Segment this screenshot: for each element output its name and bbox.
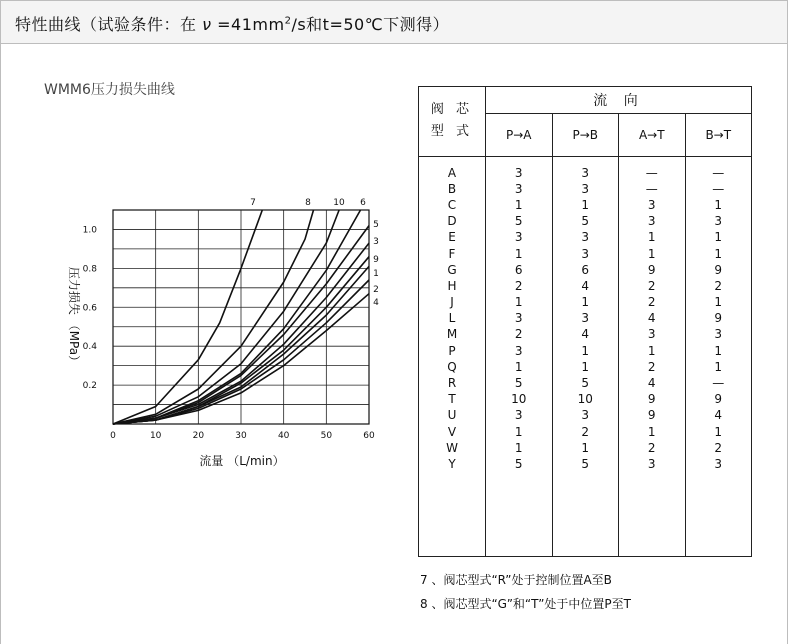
x-axis-label: 流量 （L/min） bbox=[199, 454, 285, 468]
flow-value-cell: 1 bbox=[714, 359, 723, 374]
series-label: 8 bbox=[305, 198, 311, 208]
series-label: 4 bbox=[373, 298, 379, 308]
footnotes bbox=[420, 568, 631, 616]
spool-type-cell: Y bbox=[448, 456, 456, 471]
title-text-2: =41mm bbox=[211, 15, 285, 34]
x-tick-label: 20 bbox=[192, 431, 205, 441]
series-label: 2 bbox=[373, 285, 379, 295]
flow-value-cell: 2 bbox=[714, 440, 723, 455]
flow-value-cell: 3 bbox=[581, 165, 590, 180]
spool-type-cell: J bbox=[450, 295, 454, 310]
flow-value-cell: 3 bbox=[581, 230, 590, 245]
corner-label-type: 型 式 bbox=[430, 124, 474, 140]
spool-type-cell: B bbox=[447, 181, 457, 196]
spool-type-cell: D bbox=[447, 214, 457, 229]
flow-value-cell: 2 bbox=[647, 278, 656, 293]
table-corner-header bbox=[419, 87, 486, 157]
spool-flow-table bbox=[418, 86, 752, 557]
column-header: B→T bbox=[685, 113, 752, 156]
flow-value-cell: 3 bbox=[581, 181, 590, 196]
series-label: 9 bbox=[373, 255, 379, 265]
corner-label-spool: 阀 芯 bbox=[430, 102, 474, 118]
flow-value-cell: 3 bbox=[514, 408, 523, 423]
flow-value-cell: 1 bbox=[714, 343, 723, 358]
flow-value-cell: 1 bbox=[581, 295, 590, 310]
flow-value-cell: 4 bbox=[714, 408, 723, 423]
series-label: 7 bbox=[250, 198, 256, 208]
spool-type-cell: Q bbox=[447, 359, 457, 374]
y-tick-label: 1.0 bbox=[82, 225, 97, 236]
flow-value-cell: 1 bbox=[714, 295, 723, 310]
spool-type-cell: R bbox=[447, 376, 457, 390]
flow-value-cell: 1 bbox=[581, 197, 590, 212]
spool-type-cell: M bbox=[446, 327, 458, 342]
title-text-3: /s和t=50℃下测得） bbox=[291, 15, 450, 34]
y-tick-label: 0.6 bbox=[82, 303, 97, 314]
spool-type-cell: P bbox=[448, 343, 456, 358]
flow-value-cell: 9 bbox=[647, 262, 656, 277]
flow-value-cell: 1 bbox=[514, 246, 523, 261]
flow-value-cell: 3 bbox=[514, 311, 523, 326]
flow-value-cell: 1 bbox=[581, 440, 590, 455]
spool-type-column bbox=[419, 156, 486, 556]
flow-value-cell: 1 bbox=[647, 424, 656, 439]
flow-value-cell: — bbox=[712, 181, 725, 196]
flow-value-cell: 3 bbox=[581, 246, 590, 261]
chart-title: WMM6压力损失曲线 bbox=[44, 82, 175, 98]
flow-value-cell: 9 bbox=[714, 311, 723, 326]
flow-value-cell: 1 bbox=[647, 230, 656, 245]
flow-value-cell: 5 bbox=[514, 456, 523, 471]
flow-value-cell: 3 bbox=[514, 230, 523, 245]
flow-value-cell: 3 bbox=[714, 456, 723, 471]
flow-value-cell: 1 bbox=[714, 197, 723, 212]
flow-value-cell: 3 bbox=[514, 165, 523, 180]
flow-value-cell: 5 bbox=[581, 456, 590, 471]
footnote-8: 8 、阀芯型式“G”和“T”处于中位置P至T bbox=[420, 597, 631, 611]
flow-value-column bbox=[619, 156, 686, 556]
flow-value-cell: 3 bbox=[581, 408, 590, 423]
flow-value-cell: 2 bbox=[514, 327, 523, 342]
spool-type-cell: E bbox=[448, 230, 456, 245]
spool-type-cell: A bbox=[447, 165, 457, 180]
x-tick-label: 40 bbox=[277, 431, 290, 441]
flow-value-cell: 4 bbox=[647, 311, 656, 326]
flow-value-cell: 3 bbox=[647, 327, 656, 342]
spool-type-cell: V bbox=[447, 424, 457, 439]
spool-type-cell: H bbox=[447, 278, 457, 293]
flow-value-cell: 10 bbox=[511, 392, 527, 407]
flow-value-cell: 3 bbox=[647, 214, 656, 229]
flow-value-cell: 9 bbox=[647, 408, 656, 423]
flow-value-cell: 2 bbox=[581, 424, 590, 439]
flow-value-cell: 2 bbox=[647, 440, 656, 455]
spool-type-cell: U bbox=[447, 408, 457, 423]
flow-value-column bbox=[685, 156, 752, 556]
series-label: 10 bbox=[333, 198, 345, 208]
flow-value-column bbox=[552, 156, 619, 556]
flow-value-cell: 6 bbox=[581, 262, 590, 277]
flow-value-cell: 5 bbox=[514, 214, 523, 229]
flow-value-cell: 1 bbox=[514, 197, 523, 212]
flow-value-cell: 1 bbox=[714, 246, 723, 261]
flow-value-cell: 1 bbox=[514, 424, 523, 439]
flow-value-cell: 2 bbox=[647, 359, 656, 374]
flow-value-cell: — bbox=[712, 376, 725, 390]
flow-value-cell: 5 bbox=[581, 376, 590, 390]
flow-value-cell: 3 bbox=[514, 181, 523, 196]
flow-value-cell: 1 bbox=[714, 424, 723, 439]
flow-value-cell: 3 bbox=[647, 456, 656, 471]
series-label: 6 bbox=[360, 198, 366, 208]
flow-value-cell: 3 bbox=[514, 343, 523, 358]
series-label: 3 bbox=[373, 237, 379, 247]
flow-value-cell: 5 bbox=[581, 214, 590, 229]
series-line-7 bbox=[113, 210, 262, 424]
flow-value-cell: 1 bbox=[581, 359, 590, 374]
flow-value-cell: 6 bbox=[514, 262, 523, 277]
flow-value-cell: — bbox=[645, 181, 658, 196]
column-header: P→A bbox=[486, 113, 553, 156]
flow-value-cell: 4 bbox=[647, 376, 656, 390]
flow-value-cell: 1 bbox=[647, 343, 656, 358]
column-header: P→B bbox=[552, 113, 619, 156]
flow-value-cell: 10 bbox=[577, 392, 593, 407]
flow-value-cell: 3 bbox=[581, 311, 590, 326]
column-header: A→T bbox=[619, 113, 686, 156]
flow-value-cell: 1 bbox=[714, 230, 723, 245]
flow-value-cell: 1 bbox=[581, 343, 590, 358]
series-label: 5 bbox=[373, 220, 379, 230]
y-tick-label: 0.2 bbox=[82, 381, 97, 392]
flow-value-cell: — bbox=[645, 165, 658, 180]
flow-value-cell: 4 bbox=[581, 327, 590, 342]
x-tick-label: 0 bbox=[110, 431, 116, 441]
flow-value-cell: 1 bbox=[514, 295, 523, 310]
flow-direction-header: 流 向 bbox=[486, 87, 752, 114]
x-tick-label: 30 bbox=[235, 431, 247, 441]
spool-type-cell: G bbox=[447, 262, 457, 277]
spool-type-cell: C bbox=[447, 197, 457, 212]
flow-value-cell: 9 bbox=[714, 392, 723, 407]
flow-value-cell: 1 bbox=[514, 359, 523, 374]
y-tick-label: 0.8 bbox=[82, 264, 97, 275]
spool-type-cell: L bbox=[448, 311, 456, 326]
flow-value-cell: 2 bbox=[647, 295, 656, 310]
flow-value-cell: 2 bbox=[514, 278, 523, 293]
flow-value-cell: 1 bbox=[647, 246, 656, 261]
flow-value-cell: 5 bbox=[514, 376, 523, 390]
spool-type-cell: T bbox=[448, 392, 456, 407]
title-superscript: 2 bbox=[284, 15, 292, 27]
y-axis-label: 压力损失 （MPa） bbox=[67, 266, 81, 368]
footnote-7: 7 、阀芯型式“R”处于控制位置A至B bbox=[420, 573, 612, 587]
flow-value-cell: 9 bbox=[647, 392, 656, 407]
flow-value-cell: 1 bbox=[514, 440, 523, 455]
flow-value-cell: 3 bbox=[714, 327, 723, 342]
spool-type-cell: F bbox=[448, 246, 456, 261]
title-nu-symbol: ν bbox=[202, 15, 212, 34]
flow-value-cell: 3 bbox=[647, 197, 656, 212]
y-tick-label: 0.4 bbox=[82, 342, 97, 353]
flow-value-cell: 4 bbox=[581, 278, 590, 293]
flow-value-cell: 2 bbox=[714, 278, 723, 293]
flow-value-cell: — bbox=[712, 165, 725, 180]
series-label: 1 bbox=[373, 269, 379, 279]
x-tick-label: 60 bbox=[363, 431, 375, 441]
spool-type-cell: W bbox=[446, 440, 458, 455]
flow-value-cell: 9 bbox=[714, 262, 723, 277]
flow-value-cell: 3 bbox=[714, 214, 723, 229]
title-text-1: 特性曲线（试验条件：在 bbox=[15, 15, 203, 34]
x-tick-label: 10 bbox=[149, 431, 162, 441]
flow-value-column bbox=[486, 156, 553, 556]
x-tick-label: 50 bbox=[320, 431, 333, 441]
